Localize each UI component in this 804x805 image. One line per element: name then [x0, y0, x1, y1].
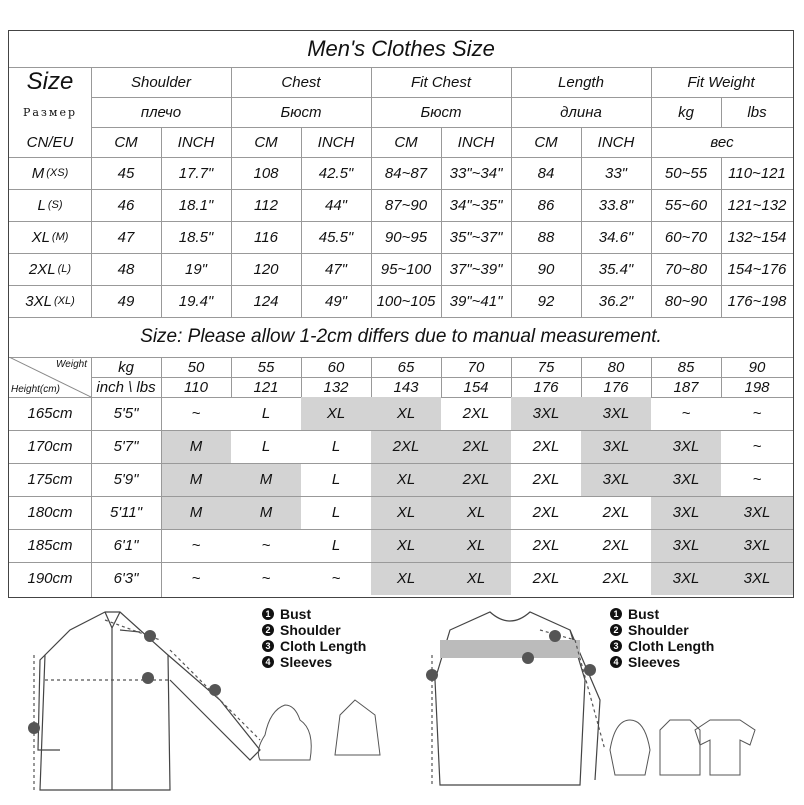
measurement-cell: 47" [324, 260, 347, 278]
height-cm: 185cm [27, 537, 73, 554]
weight-lbs: 176 [603, 378, 629, 396]
kg-header: kg [678, 103, 694, 121]
measurement-cell: 18.1" [178, 196, 214, 214]
weight-kg: 70 [467, 358, 485, 376]
measurement-cell: 39"~41" [449, 292, 503, 310]
recommended-size: ~ [752, 438, 762, 455]
height-inch: 5'5" [113, 405, 139, 422]
measurement-cell: 49" [324, 292, 347, 310]
recommended-size: XL [396, 570, 416, 587]
recommended-size: XL [466, 570, 486, 587]
legend-label: Cloth Length [280, 638, 367, 654]
recommended-size: 3XL [602, 438, 630, 455]
legend-left [262, 606, 366, 670]
recommended-size: XL [396, 471, 416, 488]
legend-label: Bust [280, 606, 312, 622]
group-header-en: Shoulder [130, 73, 192, 91]
recommended-size: 3XL [672, 570, 700, 587]
height-cm: 175cm [27, 471, 73, 488]
weight-lbs: 132 [323, 378, 349, 396]
unit-header: INCH [317, 133, 355, 151]
legend-label: Cloth Length [628, 638, 715, 654]
weight-kg: 65 [397, 358, 415, 376]
unit-header: CM [114, 133, 138, 151]
legend-label: Shoulder [628, 622, 689, 638]
group-header-en: Length [558, 73, 604, 91]
recommended-size: L [331, 438, 341, 455]
size-label [9, 285, 91, 317]
column-divider [511, 357, 512, 397]
recommended-size: ~ [681, 405, 691, 422]
recommended-size: M [189, 438, 203, 455]
chart-corner-cell [9, 357, 91, 397]
recommended-size: 3XL [743, 504, 771, 521]
recommended-size: 3XL [532, 405, 560, 422]
measurement-cell: 47 [117, 228, 135, 246]
height-inch: 6'1" [113, 537, 139, 554]
column-divider [721, 357, 722, 397]
legend-item [610, 622, 714, 638]
height-cm: 190cm [27, 570, 73, 587]
sweater-diagram-icon [410, 600, 800, 800]
unit-header: INCH [457, 133, 495, 151]
recommended-size: ~ [261, 570, 271, 587]
group-header-ru: плечо [140, 103, 182, 121]
size-alt: (XL) [53, 295, 75, 307]
measurement-cell: 100~105 [376, 292, 436, 310]
measurement-cell: 42.5" [318, 164, 354, 182]
weight-lbs: 121 [253, 378, 279, 396]
recommended-size: ~ [191, 537, 201, 554]
recommended-size: XL [326, 405, 346, 422]
measurement-cell: 116 [254, 228, 278, 246]
column-divider [721, 97, 722, 127]
height-cm: 180cm [27, 504, 73, 521]
legend-item [610, 606, 714, 622]
size-header: Size [26, 68, 74, 95]
measurement-cell: 17.7" [178, 164, 214, 182]
measurement-cell: 19.4" [178, 292, 214, 310]
razmer-header: Размер [22, 105, 78, 119]
column-divider [651, 357, 652, 397]
recommended-size: 2XL [462, 438, 490, 455]
legend-number-icon: 3 [262, 640, 274, 652]
measurement-cell: 176~198 [727, 292, 787, 310]
measurement-cell: 88 [537, 228, 555, 246]
unit-header: CM [254, 133, 278, 151]
measurement-cell: 36.2" [598, 292, 634, 310]
weight-lbs: 176 [533, 378, 559, 396]
legend-number-icon: 1 [262, 608, 274, 620]
group-header-en: Fit Weight [687, 73, 755, 91]
legend-item [262, 654, 366, 670]
recommended-size: 2XL [392, 438, 420, 455]
size-alt: (L) [57, 263, 72, 275]
column-divider [301, 127, 302, 317]
measurement-cell: 50~55 [664, 164, 708, 182]
measurement-cell: 49 [117, 292, 135, 310]
height-inch: 5'7" [113, 438, 139, 455]
height-inch: 5'11" [109, 504, 143, 521]
recommended-size: 3XL [743, 570, 771, 587]
height-inch: 6'3" [113, 570, 139, 587]
column-divider [91, 357, 92, 597]
recommended-size: 3XL [672, 438, 700, 455]
measurement-cell: 90 [537, 260, 555, 278]
recommended-size: 2XL [532, 438, 560, 455]
size-label [9, 253, 91, 285]
column-divider [441, 357, 442, 397]
recommended-size: 2XL [532, 471, 560, 488]
size-name: XL [31, 228, 50, 246]
height-inch: 5'9" [113, 471, 139, 488]
weight-lbs: 154 [463, 378, 489, 396]
legend-item [262, 638, 366, 654]
unit-header: INCH [597, 133, 635, 151]
size-name: M [31, 164, 45, 182]
page-title: Men's Clothes Size [307, 36, 495, 61]
ves-header: вес [710, 133, 734, 151]
measurement-cell: 45 [117, 164, 135, 182]
recommended-size: 2XL [532, 537, 560, 554]
measurement-cell: 124 [253, 292, 279, 310]
measurement-cell: 87~90 [384, 196, 428, 214]
recommended-size: M [189, 504, 203, 521]
recommended-size: 3XL [602, 405, 630, 422]
measurement-cell: 84 [537, 164, 555, 182]
weight-kg: 60 [327, 358, 345, 376]
measurement-cell: 46 [117, 196, 135, 214]
legend-label: Sleeves [628, 654, 681, 670]
recommended-size: M [259, 504, 273, 521]
recommended-size: ~ [261, 537, 271, 554]
measurement-cell: 35"~37" [449, 228, 503, 246]
group-header-ru: длина [560, 103, 602, 121]
weight-kg: 75 [537, 358, 555, 376]
recommended-size: XL [396, 537, 416, 554]
measurement-cell: 37"~39" [449, 260, 503, 278]
legend-label: Shoulder [280, 622, 341, 638]
legend-item [610, 638, 714, 654]
group-header-ru: Бюст [420, 103, 462, 121]
measurement-cell: 95~100 [380, 260, 432, 278]
size-name: 3XL [25, 292, 52, 310]
legend-number-icon: 2 [610, 624, 622, 636]
recommended-size: XL [396, 504, 416, 521]
recommended-size: XL [466, 537, 486, 554]
recommended-size: 3XL [672, 537, 700, 554]
lbs-header: lbs [747, 103, 767, 121]
column-divider [231, 67, 232, 317]
column-divider [441, 127, 442, 317]
recommended-size: 2XL [532, 504, 560, 521]
unit-header: CM [394, 133, 418, 151]
recommended-size: 2XL [462, 471, 490, 488]
measurement-cell: 33" [604, 164, 627, 182]
weight-kg: 55 [257, 358, 275, 376]
legend-item [610, 654, 714, 670]
recommended-size: 2XL [602, 504, 630, 521]
recommended-size: 3XL [672, 504, 700, 521]
measurement-cell: 92 [537, 292, 555, 310]
measurement-cell: 35.4" [598, 260, 634, 278]
group-header-en: Chest [281, 73, 321, 91]
measurement-cell: 154~176 [727, 260, 787, 278]
recommended-size: 2XL [602, 570, 630, 587]
recommended-size: L [261, 438, 271, 455]
column-divider [231, 357, 232, 397]
legend-number-icon: 4 [262, 656, 274, 668]
weight-kg: 50 [187, 358, 205, 376]
legend-item [262, 606, 366, 622]
legend-number-icon: 1 [610, 608, 622, 620]
column-divider [371, 67, 372, 317]
size-chart-sheet [8, 30, 794, 598]
recommended-size: 3XL [672, 471, 700, 488]
measurement-cell: 132~154 [727, 228, 787, 246]
unit-header: CM [534, 133, 558, 151]
unit-header: INCH [177, 133, 215, 151]
height-label: Height(cm) [11, 384, 60, 395]
measurement-cell: 33.8" [598, 196, 634, 214]
measurement-cell: 108 [253, 164, 279, 182]
measurement-note: Size: Please allow 1-2cm differs due to manual measurement. [140, 326, 662, 347]
recommended-size: M [259, 471, 273, 488]
legend-label: Sleeves [280, 654, 333, 670]
recommended-size: ~ [191, 405, 201, 422]
recommended-size: ~ [752, 471, 762, 488]
legend-label: Bust [628, 606, 660, 622]
weight-kg: 80 [607, 358, 625, 376]
measurement-cell: 121~132 [727, 196, 787, 214]
inch-lbs-label: inch \ lbs [96, 378, 156, 396]
size-label [9, 189, 91, 221]
weight-lbs: 110 [184, 378, 208, 396]
measurement-cell: 84~87 [384, 164, 428, 182]
group-header-en: Fit Chest [410, 73, 471, 91]
height-cm: 165cm [27, 405, 73, 422]
size-alt: (XS) [46, 167, 69, 179]
recommended-size: ~ [191, 570, 201, 587]
row-divider [91, 377, 793, 378]
weight-lbs: 198 [744, 378, 770, 396]
measurement-cell: 55~60 [664, 196, 708, 214]
measurement-cell: 44" [324, 196, 347, 214]
legend-number-icon: 4 [610, 656, 622, 668]
size-alt: (M) [51, 231, 69, 243]
cn-eu-header: CN/EU [26, 133, 74, 151]
weight-lbs: 143 [393, 378, 419, 396]
measurement-cell: 34"~35" [449, 196, 503, 214]
measurement-cell: 60~70 [664, 228, 708, 246]
measurement-cell: 112 [254, 196, 278, 214]
column-divider [581, 357, 582, 397]
recommended-size: ~ [752, 405, 762, 422]
column-divider [581, 127, 582, 317]
column-divider [301, 357, 302, 397]
measurement-cell: 45.5" [318, 228, 354, 246]
recommended-size: L [331, 537, 341, 554]
measurement-cell: 34.6" [598, 228, 634, 246]
column-divider [371, 357, 372, 397]
size-label [9, 221, 91, 253]
recommended-size: 2XL [462, 405, 490, 422]
recommended-size: 3XL [743, 537, 771, 554]
height-cm: 170cm [27, 438, 73, 455]
measurement-cell: 86 [537, 196, 555, 214]
column-divider [161, 357, 162, 597]
column-divider [721, 157, 722, 317]
measurement-illustration-right [410, 600, 800, 800]
size-name: L [37, 196, 46, 214]
legend-right [610, 606, 714, 670]
measurement-cell: 48 [117, 260, 135, 278]
column-divider [91, 67, 92, 317]
legend-number-icon: 2 [262, 624, 274, 636]
measurement-cell: 33"~34" [449, 164, 503, 182]
recommended-size: 2XL [602, 537, 630, 554]
recommended-size: L [331, 471, 341, 488]
recommended-size: M [189, 471, 203, 488]
measurement-cell: 19" [184, 260, 207, 278]
column-divider [511, 67, 512, 317]
measurement-cell: 110~121 [728, 164, 786, 182]
measurement-cell: 18.5" [178, 228, 214, 246]
column-divider [651, 67, 652, 317]
group-header-ru: Бюст [280, 103, 322, 121]
recommended-size: 3XL [602, 471, 630, 488]
legend-item [262, 622, 366, 638]
size-name: 2XL [28, 260, 56, 278]
recommended-size: ~ [331, 570, 341, 587]
recommended-size: 2XL [532, 570, 560, 587]
measurement-cell: 90~95 [384, 228, 428, 246]
measurement-cell: 80~90 [664, 292, 708, 310]
recommended-size: XL [466, 504, 486, 521]
measurement-cell: 120 [253, 260, 279, 278]
column-divider [161, 127, 162, 317]
weight-kg: 90 [748, 358, 766, 376]
recommended-size: XL [396, 405, 416, 422]
size-alt: (S) [47, 199, 63, 211]
kg-label: kg [118, 358, 134, 376]
size-label [9, 157, 91, 189]
weight-label: Weight [56, 359, 87, 370]
measurement-cell: 70~80 [664, 260, 708, 278]
legend-number-icon: 3 [610, 640, 622, 652]
weight-lbs: 187 [673, 378, 699, 396]
recommended-size: L [261, 405, 271, 422]
recommended-size: L [331, 504, 341, 521]
weight-kg: 85 [677, 358, 695, 376]
